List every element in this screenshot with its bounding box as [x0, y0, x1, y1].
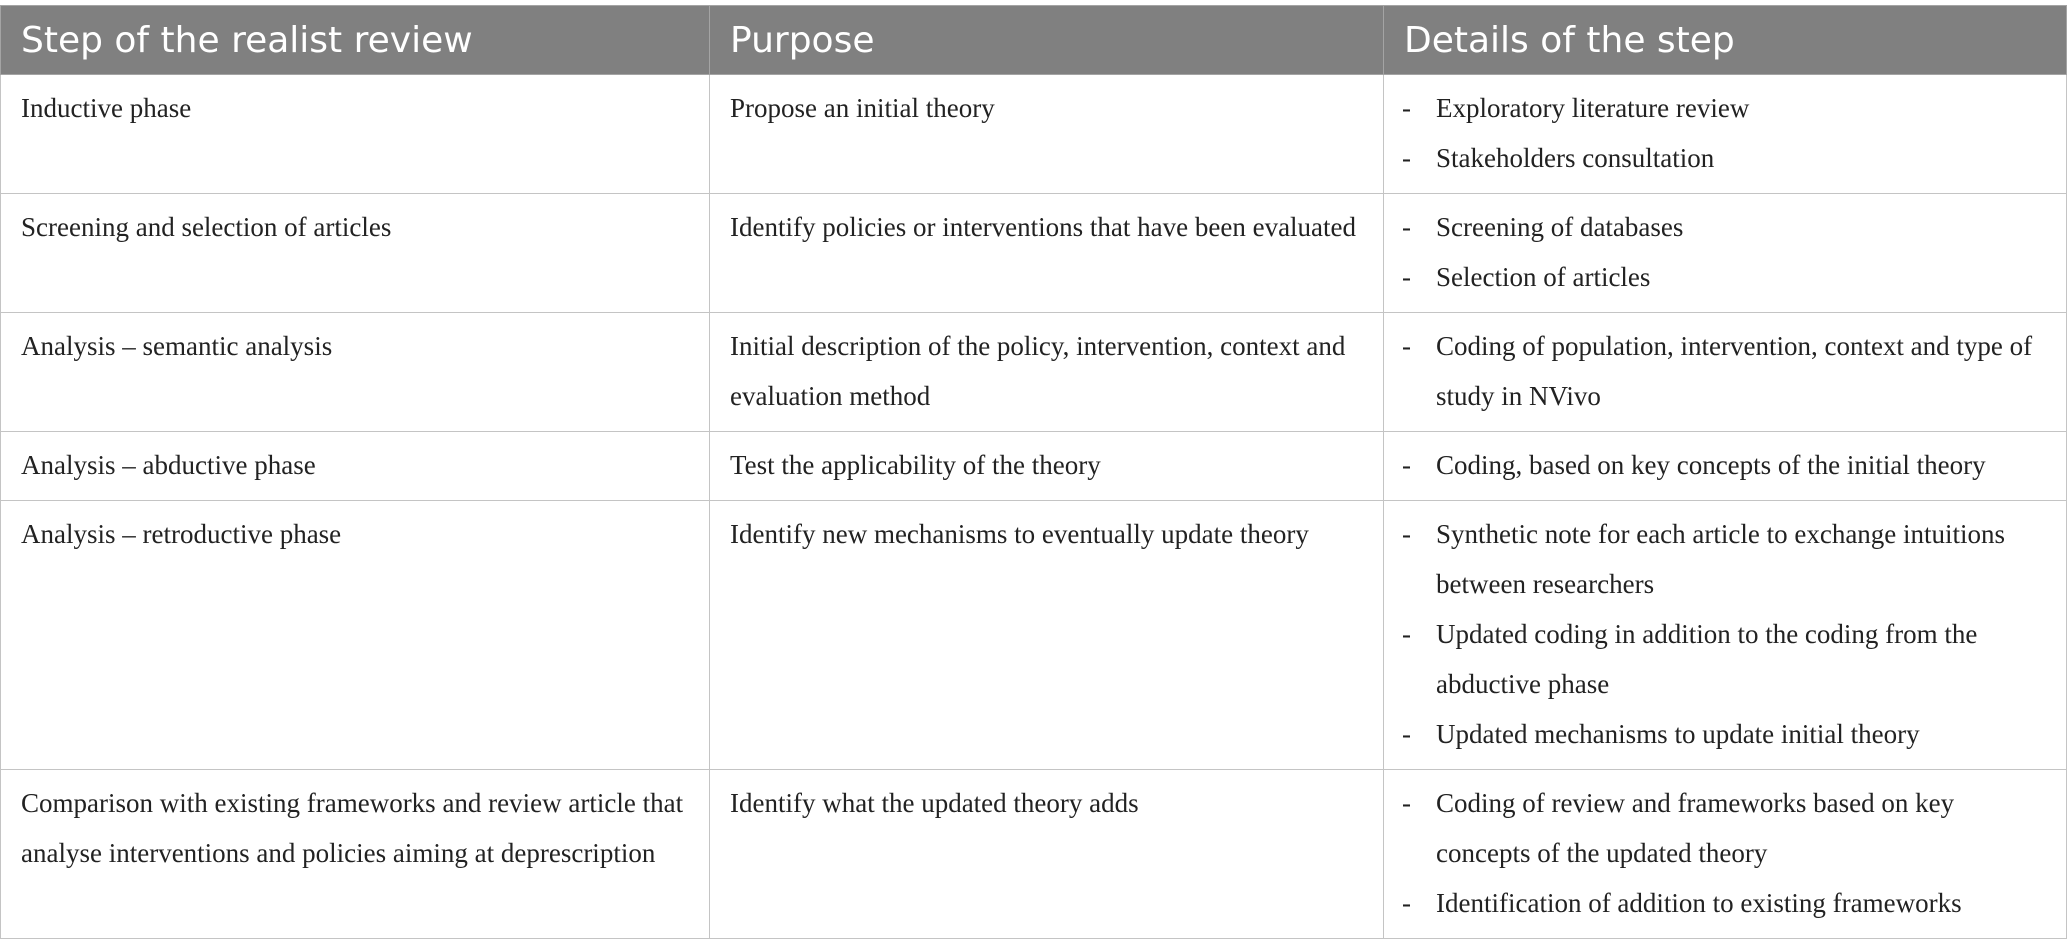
details-list-item [1402, 202, 2046, 252]
cell-purpose: Identify what the updated theory adds [710, 770, 1384, 939]
bullet-dash: - [1402, 619, 1411, 649]
cell-details [1384, 75, 2067, 194]
cell-purpose: Propose an initial theory [710, 75, 1384, 194]
realist-review-table [0, 5, 2067, 939]
details-list-item [1402, 509, 2046, 609]
details-list [1402, 202, 2046, 302]
details-list [1402, 778, 2046, 928]
cell-details [1384, 432, 2067, 501]
bullet-dash: - [1402, 93, 1411, 123]
details-list-item [1402, 83, 2046, 133]
cell-purpose: Initial description of the policy, intervention, context and evaluation method [710, 313, 1384, 432]
details-list [1402, 509, 2046, 759]
table-row [1, 194, 2067, 313]
details-list [1402, 440, 2046, 490]
header-details: Details of the step [1384, 6, 2067, 75]
details-text: Coding of population, intervention, context and type of study in NVivo [1436, 331, 2033, 411]
details-list-item [1402, 609, 2046, 709]
table-row [1, 770, 2067, 939]
header-row [1, 6, 2067, 75]
details-list-item [1402, 440, 2046, 490]
cell-details [1384, 501, 2067, 770]
cell-step: Comparison with existing frameworks and review article that analyse interventions and policies aiming at deprescription [1, 770, 710, 939]
cell-purpose: Identify new mechanisms to eventually update theory [710, 501, 1384, 770]
details-text: Synthetic note for each article to exchange intuitions between researchers [1436, 519, 2006, 599]
details-list-item [1402, 778, 2046, 878]
details-text: Exploratory literature review [1436, 93, 1750, 123]
bullet-dash: - [1402, 519, 1411, 549]
cell-details [1384, 770, 2067, 939]
cell-step: Screening and selection of articles [1, 194, 710, 313]
details-list-item [1402, 252, 2046, 302]
details-list-item [1402, 709, 2046, 759]
details-list [1402, 83, 2046, 183]
details-text: Identification of addition to existing frameworks [1436, 888, 1962, 918]
bullet-dash: - [1402, 143, 1411, 173]
details-text: Coding of review and frameworks based on key concepts of the updated theory [1436, 788, 1955, 868]
header-step: Step of the realist review [1, 6, 710, 75]
table-row [1, 501, 2067, 770]
bullet-dash: - [1402, 450, 1411, 480]
cell-details [1384, 194, 2067, 313]
cell-purpose: Test the applicability of the theory [710, 432, 1384, 501]
bullet-dash: - [1402, 262, 1411, 292]
cell-step: Analysis – abductive phase [1, 432, 710, 501]
table-header [1, 6, 2067, 75]
table-body [1, 75, 2067, 939]
table-row [1, 313, 2067, 432]
cell-purpose: Identify policies or interventions that have been evaluated [710, 194, 1384, 313]
cell-step: Analysis – retroductive phase [1, 501, 710, 770]
details-text: Stakeholders consultation [1436, 143, 1715, 173]
bullet-dash: - [1402, 719, 1411, 749]
cell-step: Inductive phase [1, 75, 710, 194]
details-list-item [1402, 133, 2046, 183]
details-list-item [1402, 321, 2046, 421]
header-purpose: Purpose [710, 6, 1384, 75]
cell-step: Analysis – semantic analysis [1, 313, 710, 432]
cell-details [1384, 313, 2067, 432]
bullet-dash: - [1402, 788, 1411, 818]
details-text: Selection of articles [1436, 262, 1651, 292]
bullet-dash: - [1402, 331, 1411, 361]
table-row [1, 75, 2067, 194]
details-list-item [1402, 878, 2046, 928]
details-text: Coding, based on key concepts of the initial theory [1436, 450, 1986, 480]
bullet-dash: - [1402, 888, 1411, 918]
details-text: Screening of databases [1436, 212, 1684, 242]
bullet-dash: - [1402, 212, 1411, 242]
details-text: Updated mechanisms to update initial theory [1436, 719, 1920, 749]
table-row [1, 432, 2067, 501]
details-text: Updated coding in addition to the coding from the abductive phase [1436, 619, 1978, 699]
details-list [1402, 321, 2046, 421]
